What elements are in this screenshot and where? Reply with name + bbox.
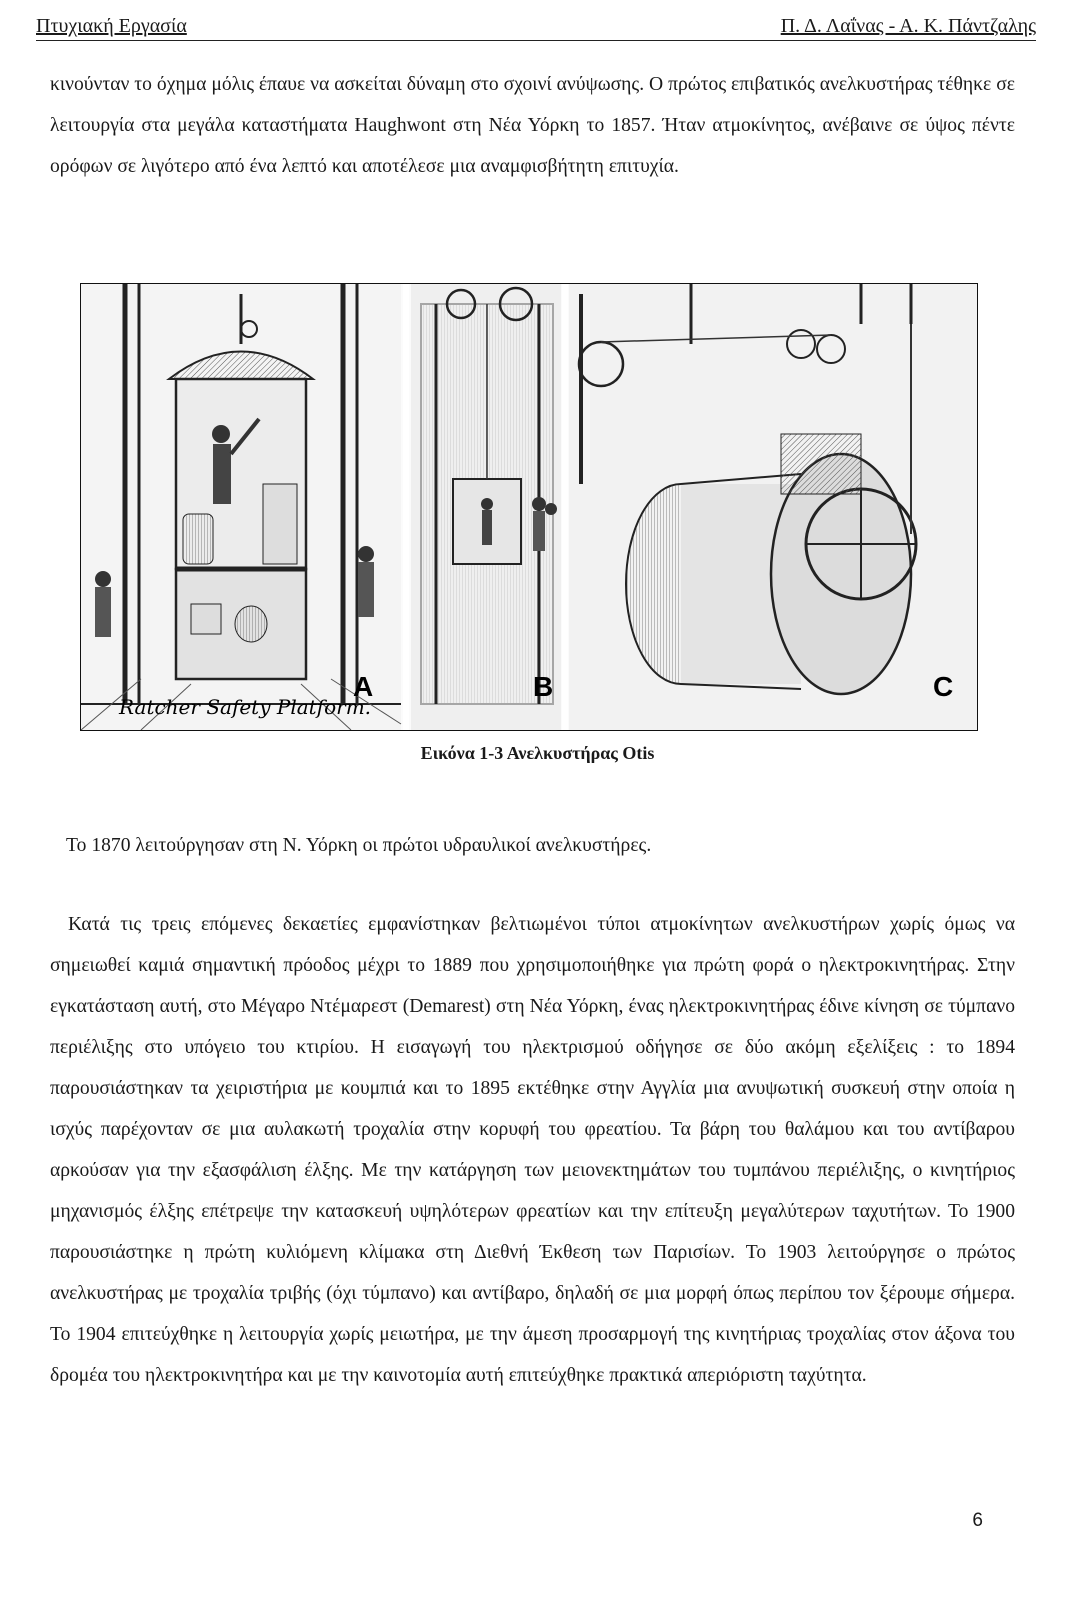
panel-c-label: C bbox=[933, 671, 954, 702]
header-left: Πτυχιακή Εργασία bbox=[36, 15, 187, 37]
panel-a-handwriting: Ratcher Safety Platform. bbox=[119, 695, 372, 719]
page-header bbox=[36, 14, 1036, 41]
figure-caption: Εικόνα 1-3 Ανελκυστήρας Otis bbox=[420, 743, 655, 763]
paragraph-3: Κατά τις τρεις επόμενες δεκαετίες εμφανίστηκαν βελτιωμένοι τύποι ατμοκίνητων ανελκυστήρων χωρίς όμως να σημειωθεί καμιά σημαντική πρόοδος μέχρι το 1889 που χρησιμοποιήθηκε για πρώτη φορά ο ηλεκτροκινητήρας. Στην εγκατάσταση αυτή, στο Μέγαρο Ντέμαρεστ (Demarest) στη Νέα Υόρκη, ένας ηλεκτροκινητήρας έδινε κίνηση σε τύμπανο περιέλιξης στο υπόγειο του κτιρίου. Η εισαγωγή του ηλεκτρισμού οδήγησε σε δύο ακόμη εξελίξεις : το 1894 παρουσιάστηκαν τα χειριστήρια με κουμπιά και το 1895 εκτέθηκε στην Αγγλία μια ανυψωτική συσκευή στην οποία η ισχύς παρέχονταν σε μια αυλακωτή τροχαλία στην κορυφή του φρεατίου. Τα βάρη του θαλάμου και του αντίβαρου αρκούσαν για την εξασφάλιση έλξης. Με την κατάργηση των μειονεκτημάτων του τυμπάνου περιέλιξης, ο κινητήριος μηχανισμός έλξης επέτρεψε την κατασκευή υψηλότερων φρεατίων και την επίτευξη μεγαλύτερων ταχυτήτων. Το 1900 παρουσιάστηκε η πρώτη κυλιόμενη κλίμακα στη Διεθνή Έκθεση των Παρισίων. Το 1903 λειτούργησε ο πρώτος ανελκυστήρας με τροχαλία τριβής (όχι τύμπανο) και αντίβαρο, δηλαδή σε μια μορφή όπως περίπου τον ξέρουμε σήμερα. Το 1904 επιτεύχθηκε η λειτουργία χωρίς μειωτήρα, με την άμεση προσαρμογή της κινητήριας τροχαλίας στον άξονα του δρομέα του ηλεκτροκινητήρα και με την καινοτομία αυτή επιτεύχθηκε πρακτικά απεριόριστη ταχύτητα. bbox=[50, 914, 1015, 1386]
engraving-illustration bbox=[81, 284, 977, 730]
panel-b-shaft bbox=[411, 284, 561, 730]
header-right: Π. Δ. Λαΐνας - Α. Κ. Πάντζαλης bbox=[780, 15, 1036, 37]
paragraph-1: κινούνταν το όχημα μόλις έπαυε να ασκείται δύναμη στο σχοινί ανύψωσης. Ο πρώτος επιβατικός ανελκυστήρας τέθηκε σε λειτουργία στα μεγάλα καταστήματα Haughwont στη Νέα Υόρκη το 1857. Ήταν ατμοκίνητος, ανέβαινε σε ύψος πέντε ορόφων σε λιγότερο από ένα λεπτό και αποτέλεσε μια αναμφισβήτητη επιτυχία. bbox=[50, 74, 1015, 177]
otis-elevator-figure bbox=[80, 283, 978, 731]
panel-a-label: A bbox=[353, 671, 374, 702]
paragraph-2: Το 1870 λειτούργησαν στη Ν. Υόρκη οι πρώτοι υδραυλικοί ανελκυστήρες. bbox=[66, 835, 652, 856]
page-number: 6 bbox=[972, 1510, 983, 1531]
panel-a-platform bbox=[81, 284, 401, 730]
panel-c-machinery bbox=[569, 284, 977, 730]
panel-b-label: B bbox=[533, 671, 554, 702]
